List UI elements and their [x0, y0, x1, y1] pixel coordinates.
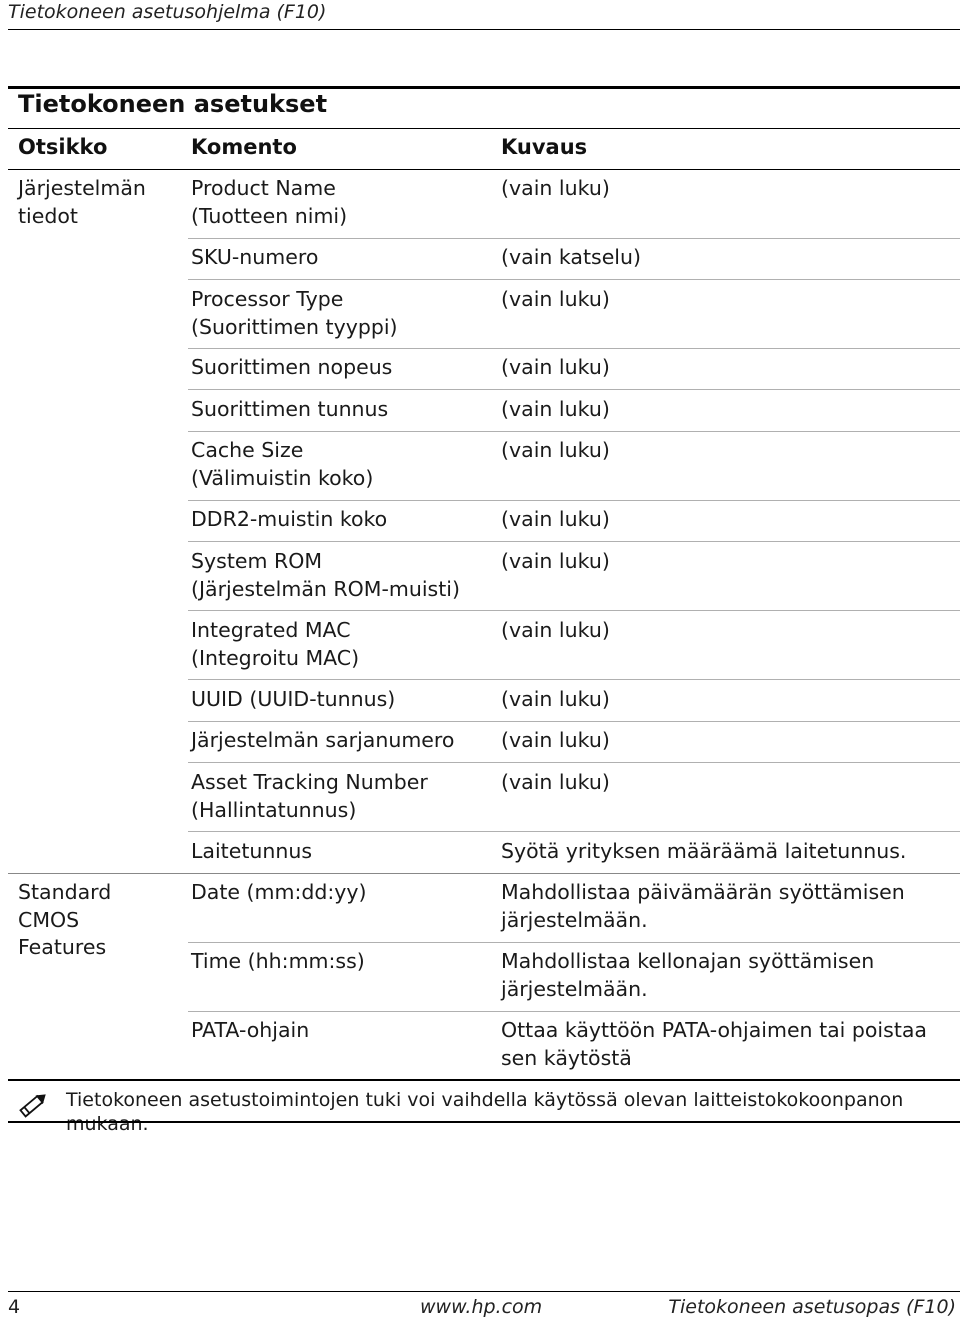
column-header-command: Komento [191, 135, 297, 159]
table-cell-command: Järjestelmän sarjanumero [191, 728, 455, 752]
footer-doc-title: Tietokoneen asetusopas (F10) [668, 1296, 956, 1318]
table-cell-description: (vain luku) [501, 397, 610, 421]
row-rule [188, 279, 960, 280]
row-rule [188, 389, 960, 390]
table-cell-command: DDR2-muistin koko [191, 507, 388, 531]
footer-rule [8, 1291, 960, 1292]
table-cell-command: Time (hh:mm:ss) [191, 949, 365, 973]
header-rule [8, 29, 960, 30]
row-rule [188, 348, 960, 349]
table-title: Tietokoneen asetukset [18, 90, 328, 118]
column-header-description: Kuvaus [501, 135, 588, 159]
section-heading-cmos: Standard CMOS Features [18, 880, 112, 959]
row-rule [188, 721, 960, 722]
table-cell-description: (vain luku) [501, 438, 610, 462]
pencil-note-icon [16, 1088, 50, 1122]
table-cell-command: Product Name (Tuotteen nimi) [191, 176, 348, 228]
table-cell-description: (vain katselu) [501, 245, 641, 269]
table-cell-description: (vain luku) [501, 549, 610, 573]
table-cell-command: SKU-numero [191, 245, 319, 269]
table-cell-description: (vain luku) [501, 770, 610, 794]
table-top-rule [8, 86, 960, 89]
section-rule [8, 873, 960, 874]
table-cell-command: Date (mm:dd:yy) [191, 880, 367, 904]
table-cell-description: (vain luku) [501, 176, 610, 200]
row-rule [188, 942, 960, 943]
table-cell-description: (vain luku) [501, 507, 610, 531]
running-header: Tietokoneen asetusohjelma (F10) [8, 1, 327, 23]
row-rule [188, 500, 960, 501]
column-header-heading: Otsikko [18, 135, 108, 159]
table-cell-description: Mahdollistaa päivämäärän syöttämisen järjestelmään. [501, 880, 905, 932]
page-number: 4 [8, 1296, 21, 1318]
table-cell-description: Ottaa käyttöön PATA-ohjaimen tai poistaa sen käytöstä [501, 1018, 927, 1070]
column-header-rule [8, 169, 960, 170]
table-cell-command: Suorittimen tunnus [191, 397, 389, 421]
table-cell-description: (vain luku) [501, 687, 610, 711]
note-text: Tietokoneen asetustoimintojen tuki voi vaihdella käytössä olevan laitteistokokoonpanon mukaan. [66, 1089, 904, 1135]
table-cell-command: Integrated MAC (Integroitu MAC) [191, 618, 360, 670]
row-rule [188, 762, 960, 763]
table-cell-command: PATA-ohjain [191, 1018, 310, 1042]
table-cell-command: UUID (UUID-tunnus) [191, 687, 396, 711]
row-rule [188, 238, 960, 239]
title-rule [8, 128, 960, 129]
table-cell-command: Suorittimen nopeus [191, 355, 393, 379]
table-cell-description: (vain luku) [501, 287, 610, 311]
row-rule [188, 431, 960, 432]
table-cell-command: System ROM (Järjestelmän ROM-muisti) [191, 549, 460, 601]
footer-url: www.hp.com [420, 1296, 543, 1318]
row-rule [188, 610, 960, 611]
table-cell-description: Syötä yrityksen määräämä laitetunnus. [501, 839, 907, 863]
note-bottom-rule [8, 1121, 960, 1123]
table-cell-command: Asset Tracking Number (Hallintatunnus) [191, 770, 428, 822]
table-cell-description: (vain luku) [501, 355, 610, 379]
table-cell-description: (vain luku) [501, 728, 610, 752]
table-cell-command: Cache Size (Välimuistin koko) [191, 438, 374, 490]
row-rule [188, 679, 960, 680]
section-heading-system-info: Järjestelmän tiedot [18, 176, 146, 228]
table-cell-command: Laitetunnus [191, 839, 313, 863]
row-rule [188, 541, 960, 542]
row-rule [188, 1011, 960, 1012]
table-cell-command: Processor Type (Suorittimen tyyppi) [191, 287, 398, 339]
row-rule [188, 831, 960, 832]
note-top-rule [8, 1079, 960, 1081]
table-cell-description: Mahdollistaa kellonajan syöttämisen järjestelmään. [501, 949, 875, 1001]
table-cell-description: (vain luku) [501, 618, 610, 642]
